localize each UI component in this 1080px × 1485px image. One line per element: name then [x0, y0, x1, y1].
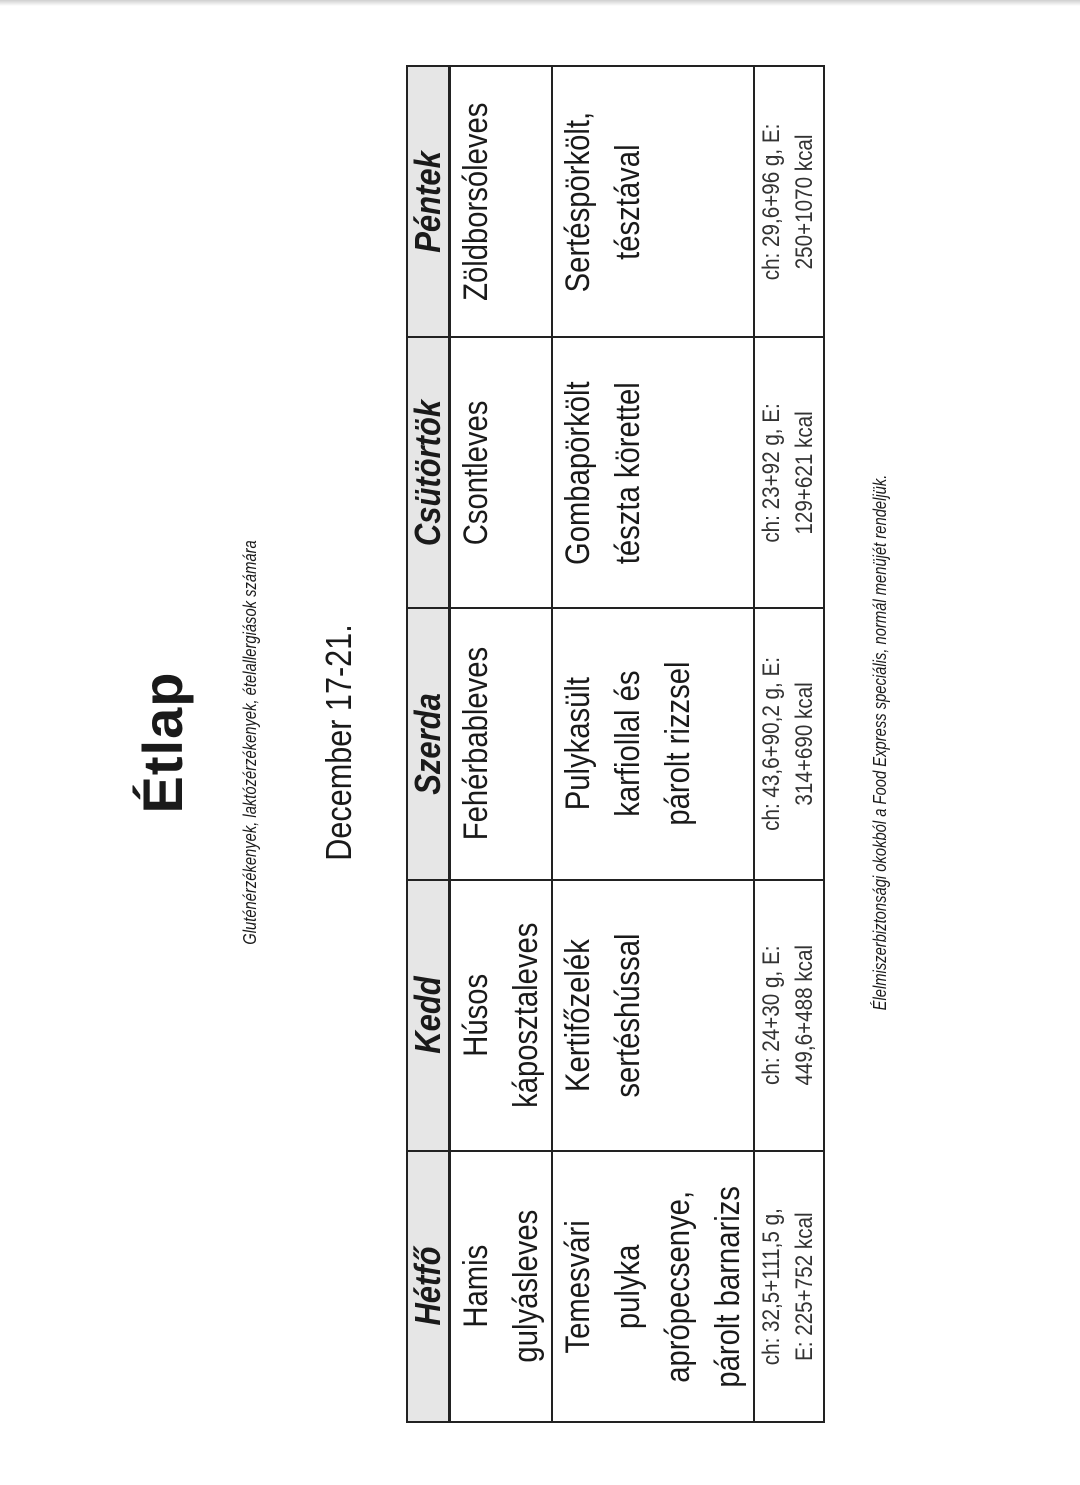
day-header-tuesday: Kedd [407, 880, 450, 1151]
nutrition-friday: ch: 29,6+96 g, E: 250+1070 kcal [754, 66, 824, 337]
soup-tuesday: Húsos káposztaleves [450, 880, 553, 1151]
day-header-friday: Péntek [407, 66, 450, 337]
day-header-wednesday: Szerda [407, 608, 450, 879]
soup-row [450, 66, 553, 1422]
nutrition-monday: ch: 32,5+111,5 g, E: 225+752 kcal [754, 1151, 824, 1422]
date-range: December 17-21. [318, 624, 359, 861]
main-course-tuesday: Kertifőzelék sertéshússal [552, 880, 754, 1151]
page-title: Étlap [131, 671, 194, 814]
footnote: Élelmiszerbiztonsági okokból a Food Express speciális, normál menüjét rendeljük. [870, 474, 890, 1011]
page-subtitle: Gluténérzékenyek, laktózérzékenyek, ételallergiások számára [240, 540, 260, 945]
soup-thursday: Csontleves [450, 337, 553, 608]
main-course-wednesday: Pulykasült karfiollal és párolt rizzsel [552, 608, 754, 879]
day-header-monday: Hétfő [407, 1151, 450, 1422]
soup-friday: Zöldborsóleves [450, 66, 553, 337]
main-course-friday: Sertéspörkölt, tésztával [552, 66, 754, 337]
menu-table [406, 65, 825, 1423]
day-header-row [407, 66, 450, 1422]
nutrition-thursday: ch: 23+92 g, E: 129+621 kcal [754, 337, 824, 608]
main-course-monday: Temesvári pulyka aprópecsenye, párolt barnarizs [552, 1151, 754, 1422]
soup-wednesday: Fehérbableves [450, 608, 553, 879]
soup-monday: Hamis gulyásleves [450, 1151, 553, 1422]
nutrition-wednesday: ch: 43,6+90,2 g, E: 314+690 kcal [754, 608, 824, 879]
main-course-row [552, 66, 754, 1422]
day-header-thursday: Csütörtök [407, 337, 450, 608]
nutrition-tuesday: ch: 24+30 g, E: 449,6+488 kcal [754, 880, 824, 1151]
main-course-thursday: Gombapörkölt tészta körettel [552, 337, 754, 608]
nutrition-row [754, 66, 824, 1422]
